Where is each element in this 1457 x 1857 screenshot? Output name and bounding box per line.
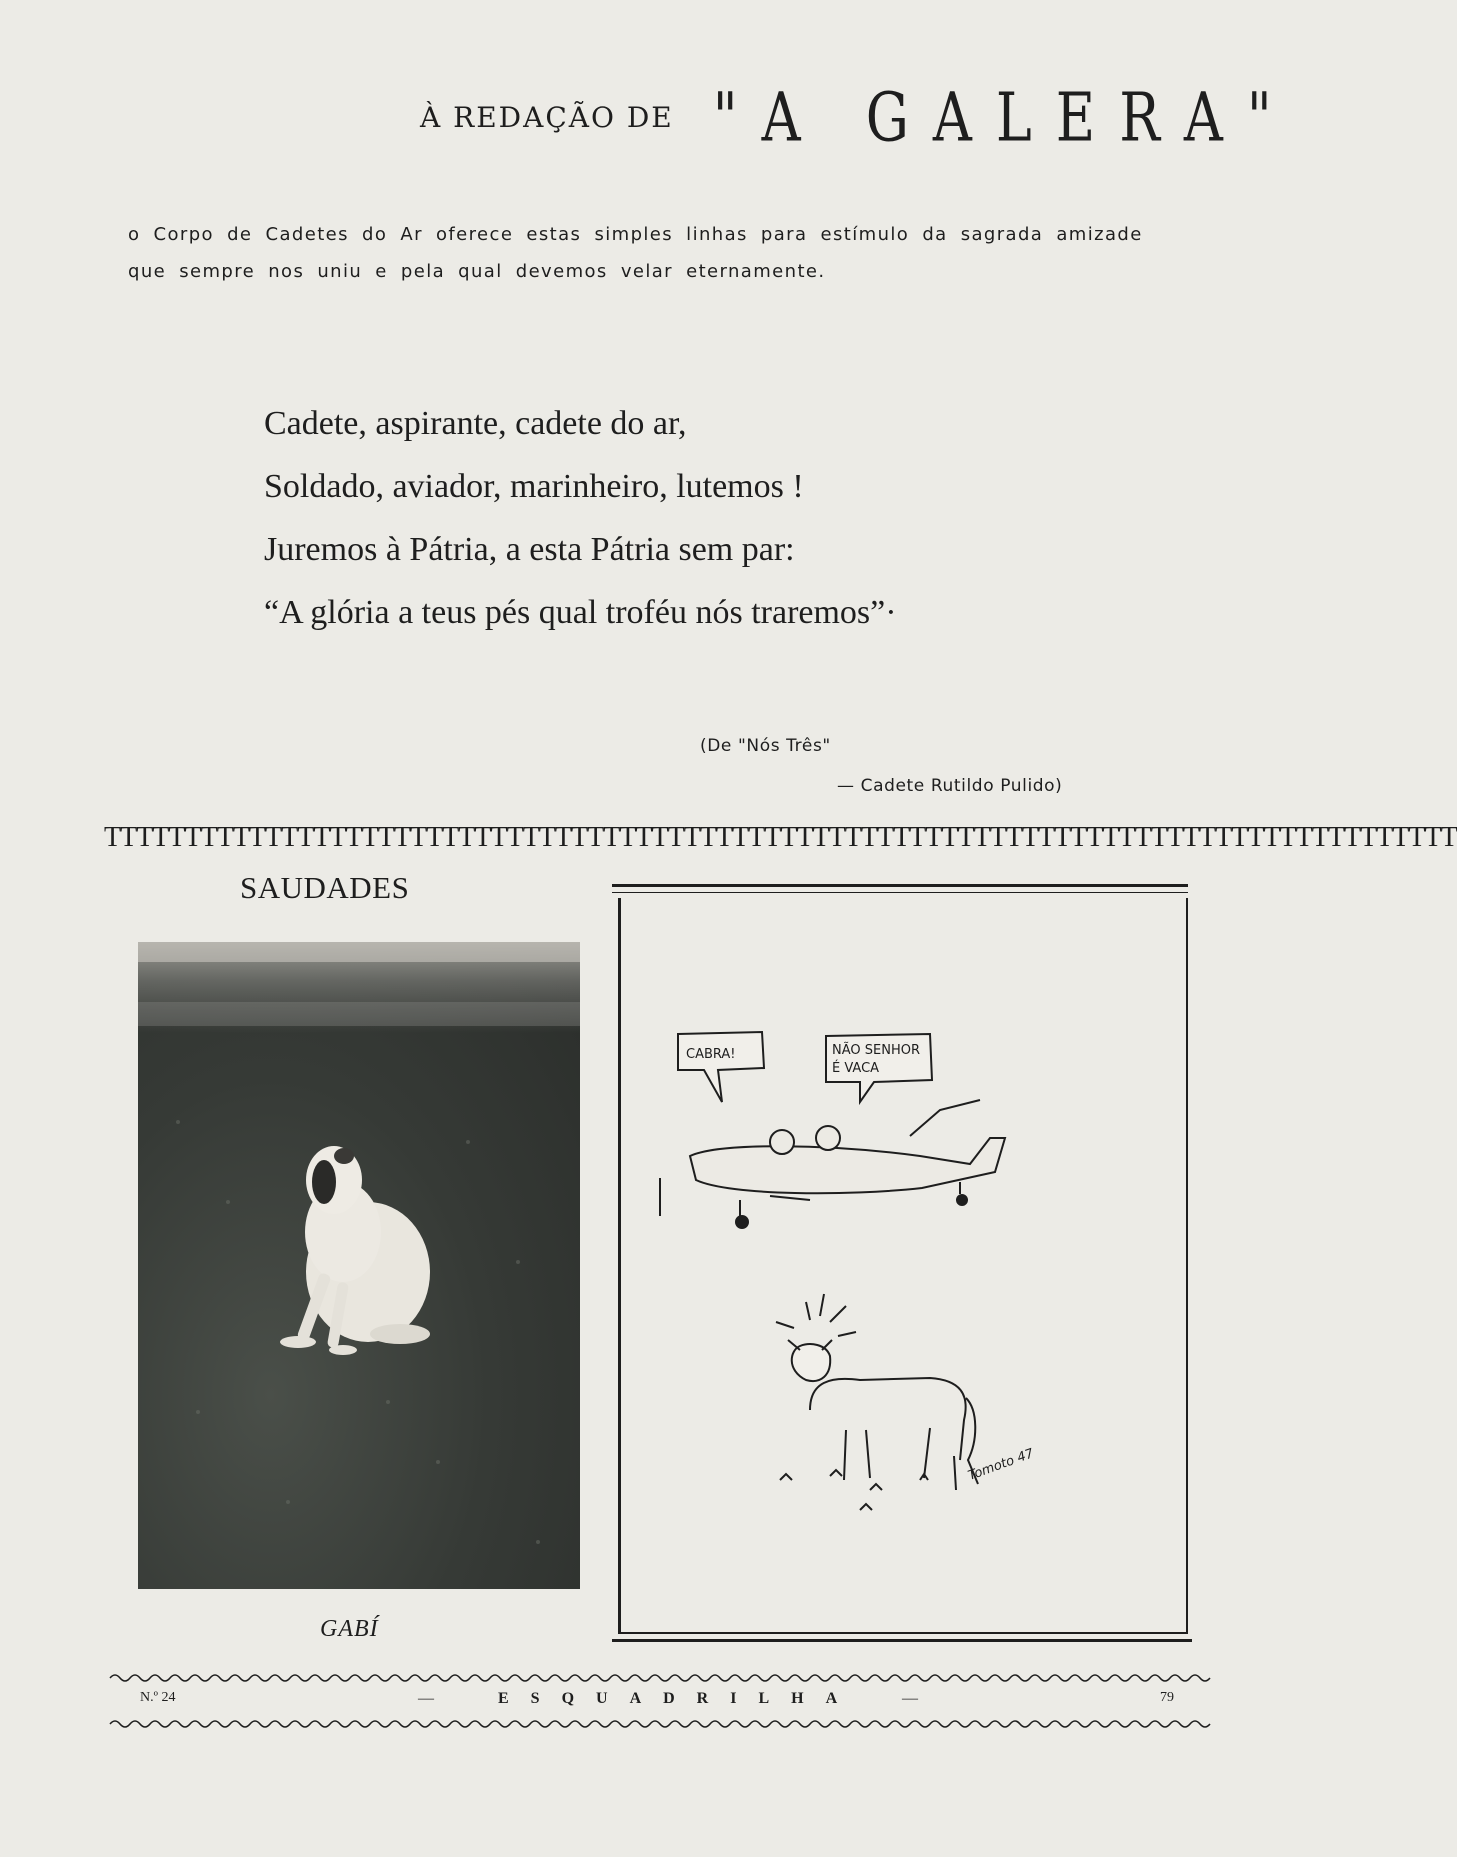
heading-prefix: À REDAÇÃO DE: [420, 101, 674, 134]
cartoon-drawing: [660, 1010, 1160, 1510]
dog-photo: [138, 942, 580, 1589]
poem-line: “A glória a teus pés qual troféu nós traremos”·: [264, 594, 897, 631]
ornamental-border: TTTTTTTTTTTTTTTTTTTTTTTTTTTTTTTTTTTTTTTTTTTTTTTTTTTTTTTTTTTTTTTTTTTTTTTTTTTTTTTTTTTT: [104, 822, 1457, 853]
pilot-head: [816, 1126, 840, 1150]
cow: [810, 1378, 978, 1490]
wavy-rule-top: [110, 1672, 1210, 1684]
pilot-head: [770, 1130, 794, 1154]
issue-number: N.º 24: [140, 1690, 176, 1705]
page-number: 79: [1160, 1690, 1174, 1705]
bubble-right-text: NÃO SENHOR: [832, 1043, 920, 1058]
page-heading: [420, 78, 1296, 157]
credit-author: — Cadete Rutildo Pulido): [837, 776, 1063, 796]
cartoon-signature: Tomoto 47: [966, 1446, 1036, 1484]
heading-title: "A GALERA": [712, 78, 1296, 157]
frame-rule: [612, 892, 1188, 893]
magazine-name: ESQUADRILHA: [498, 1690, 860, 1707]
frame-rule: [612, 1639, 1192, 1642]
poem-line: Soldado, aviador, marinheiro, lutemos !: [264, 468, 804, 505]
speech-bubble-left: [678, 1032, 764, 1102]
photo-caption: GABÍ: [320, 1616, 379, 1642]
poem: [264, 392, 897, 644]
frame-rule: [1186, 898, 1188, 1634]
airplane: [690, 1138, 1005, 1193]
section-title: SAUDADES: [240, 870, 410, 905]
poem-credit: [700, 726, 1062, 806]
page-footer: [112, 1690, 1202, 1714]
frame-rule: [618, 898, 621, 1634]
poem-line: Cadete, aspirante, cadete do ar,: [264, 405, 687, 442]
credit-source: (De "Nós Três": [700, 736, 831, 756]
intro-paragraph: o Corpo de Cadetes do Ar oferece estas simples linhas para estímulo da sagrada amizade que sempre nos uniu e pela qual devemos velar eternamente.: [128, 224, 1143, 282]
bubble-left-text: CABRA!: [686, 1047, 736, 1062]
frame-rule: [612, 884, 1188, 887]
footer-dash: —: [902, 1690, 918, 1707]
poem-line: Juremos à Pátria, a esta Pátria sem par:: [264, 531, 795, 568]
bubble-right-text: É VACA: [832, 1061, 880, 1076]
wavy-rule-bottom: [110, 1718, 1210, 1730]
footer-dash: —: [418, 1690, 434, 1707]
frame-rule: [618, 1632, 1188, 1634]
